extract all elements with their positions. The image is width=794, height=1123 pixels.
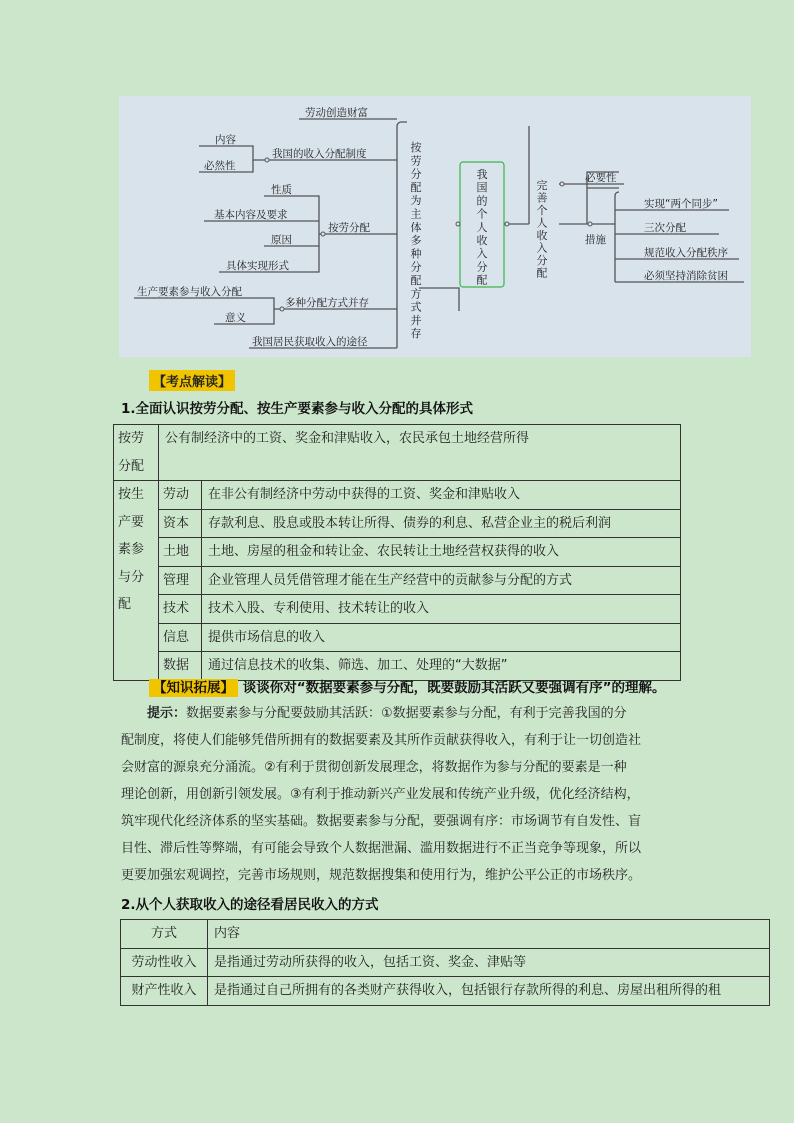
- mm-factor: 生产要素参与收入分配: [137, 286, 242, 298]
- section2-title: 2.从个人获取收入的途径看居民收入的方式: [121, 897, 379, 913]
- mm-right-main-char: 个: [536, 204, 548, 217]
- mind-map-svg: [119, 96, 751, 357]
- mm-left-main-char: 主: [410, 207, 422, 221]
- mm-labor-dist: 按劳分配: [328, 222, 370, 234]
- factor-key: 信息: [159, 623, 202, 652]
- mm-left-main: [411, 140, 423, 340]
- mm-labor-wealth: 劳动创造财富: [305, 107, 368, 119]
- mm-center-char: 国: [476, 181, 488, 195]
- para-line: 数据要素参与分配要鼓励其活跃：①数据要素参与分配，有利于完善我国的分: [186, 706, 627, 721]
- mm-left-main-char: 分: [410, 167, 422, 181]
- mm-multi: 多种分配方式并存: [285, 297, 369, 309]
- mm-left-main-char: 劳: [410, 154, 422, 168]
- mm-left-main-char: 式: [410, 300, 422, 314]
- income-desc: 是指通过劳动所获得的收入，包括工资、奖金、津贴等: [208, 948, 770, 977]
- mm-right-main-char: 配: [536, 266, 548, 280]
- row1-text: 公有制经济中的工资、奖金和津贴收入，农民承包土地经营所得: [159, 425, 681, 481]
- factor-value: 在非公有制经济中劳动中获得的工资、奖金和津贴收入: [202, 481, 681, 510]
- factor-key: 管理: [159, 566, 202, 595]
- mm-center-char: 我: [476, 168, 488, 181]
- mm-center-char: 收: [476, 234, 488, 247]
- extension-question: 谈谈你对“数据要素参与分配，既要鼓励其活跃又要强调有序”的理解。: [242, 680, 666, 696]
- income-type: 劳动性收入: [121, 948, 208, 977]
- badge-zhishi: 【知识拓展】: [149, 679, 238, 697]
- para-line: 筑牢现代化经济体系的坚实基础。数据要素参与分配，要强调有序：市场调节有自发性、盲: [121, 814, 642, 829]
- mm-center-char: 个: [476, 207, 488, 221]
- income-desc: 是指通过自己所拥有的各类财产获得收入，包括银行存款所得的利息、房屋出租所得的租: [208, 977, 770, 1006]
- mm-center-char: 分: [476, 260, 488, 274]
- income-table: [120, 919, 770, 1006]
- mm-m4: 必须坚持消除贫困: [644, 270, 728, 282]
- mm-measures: 措施: [585, 234, 606, 246]
- mm-left-main-char: 存: [410, 327, 422, 341]
- badge-kaodian: 【考点解读】: [149, 370, 235, 391]
- section1-title: 1.全面认识按劳分配、按生产要素参与收入分配的具体形式: [121, 401, 474, 417]
- mind-map: [119, 96, 751, 357]
- factor-value: 企业管理人员凭借管理才能在生产经营中的贡献参与分配的方式: [202, 566, 681, 595]
- mm-center: [477, 167, 488, 287]
- row1-head: 按劳分配: [114, 425, 159, 481]
- factor-key: 数据: [159, 652, 202, 681]
- mm-left-main-char: 为: [410, 194, 422, 208]
- mm-right-main-char: 人: [536, 216, 548, 230]
- mm-ways: 我国居民获取收入的途径: [252, 336, 368, 348]
- mm-m1: 实现“两个同步”: [644, 198, 718, 210]
- mm-center-char: 配: [476, 273, 488, 287]
- mm-meaning: 意义: [225, 312, 246, 324]
- mm-basic: 基本内容及要求: [214, 209, 288, 221]
- mm-concrete: 具体实现形式: [226, 260, 289, 272]
- group-head: 按生产要素参与分配: [114, 481, 159, 681]
- mm-right-main-char: 入: [536, 241, 548, 255]
- head-content: 内容: [208, 920, 770, 949]
- extension-paragraph: [121, 700, 679, 889]
- factor-key: 技术: [159, 595, 202, 624]
- mm-m3: 规范收入分配秩序: [644, 247, 728, 259]
- mm-content: 内容: [215, 134, 236, 146]
- mm-left-main-char: 方: [410, 287, 422, 301]
- factor-value: 提供市场信息的收入: [202, 623, 681, 652]
- para-line: 目性、滞后性等弊端，有可能会导致个人数据泄漏、滥用数据进行不正当竞争等现象，所以: [121, 841, 642, 856]
- factor-value: 技术入股、专利使用、技术转让的收入: [202, 595, 681, 624]
- mm-necessity2: 必要性: [585, 172, 617, 184]
- mm-right-main-char: 收: [536, 229, 548, 242]
- mm-left-main-char: 种: [410, 247, 422, 261]
- factor-key: 土地: [159, 538, 202, 567]
- mm-right-main-char: 完: [536, 179, 548, 192]
- head-method: 方式: [121, 920, 208, 949]
- mm-left-main-char: 多: [410, 234, 422, 248]
- factor-value: 存款利息、股息或股本转让所得、债券的利息、私营企业主的税后利润: [202, 509, 681, 538]
- income-type: 财产性收入: [121, 977, 208, 1006]
- mm-necessity: 必然性: [204, 160, 236, 172]
- mm-nature: 性质: [271, 184, 292, 196]
- factor-key: 资本: [159, 509, 202, 538]
- distribution-table: [113, 424, 681, 681]
- extension-heading: [149, 676, 665, 696]
- para-line: 更要加强宏观调控，完善市场规则，规范数据搜集和使用行为，维护公平公正的市场秩序。: [121, 868, 642, 883]
- mm-left-main-char: 按: [410, 141, 422, 154]
- mm-system: 我国的收入分配制度: [272, 148, 367, 160]
- para-line: 配制度，将使人们能够凭借所拥有的数据要素及其所作贡献获得收入，有利于让一切创造社: [121, 733, 642, 748]
- mm-left-main-char: 分: [410, 260, 422, 274]
- mm-center-char: 人: [476, 220, 488, 234]
- para-line: 会财富的源泉充分涌流。②有利于贯彻创新发展理念，将数据作为参与分配的要素是一种: [121, 760, 627, 775]
- mm-reason: 原因: [271, 234, 292, 246]
- mm-left-main-char: 体: [410, 220, 422, 234]
- mm-right-main-char: 分: [536, 254, 548, 267]
- factor-value: 通过信息技术的收集、筛选、加工、处理的“大数据”: [202, 652, 681, 681]
- mm-right-main-char: 善: [536, 191, 548, 205]
- mm-left-main-char: 配: [410, 180, 422, 194]
- mm-center-char: 入: [476, 247, 488, 261]
- factor-key: 劳动: [159, 481, 202, 510]
- mm-left-main-char: 配: [410, 274, 422, 287]
- mm-right-main: [537, 179, 548, 280]
- hint-label: 提示：: [147, 706, 187, 721]
- para-line: 理论创新，用创新引领发展。③有利于推动新兴产业发展和传统产业升级，优化经济结构，: [121, 787, 640, 802]
- factor-value: 土地、房屋的租金和转让金、农民转让土地经营权获得的收入: [202, 538, 681, 567]
- mm-m2: 三次分配: [644, 222, 686, 234]
- mm-left-main-char: 并: [410, 313, 422, 327]
- mm-center-char: 的: [476, 194, 488, 208]
